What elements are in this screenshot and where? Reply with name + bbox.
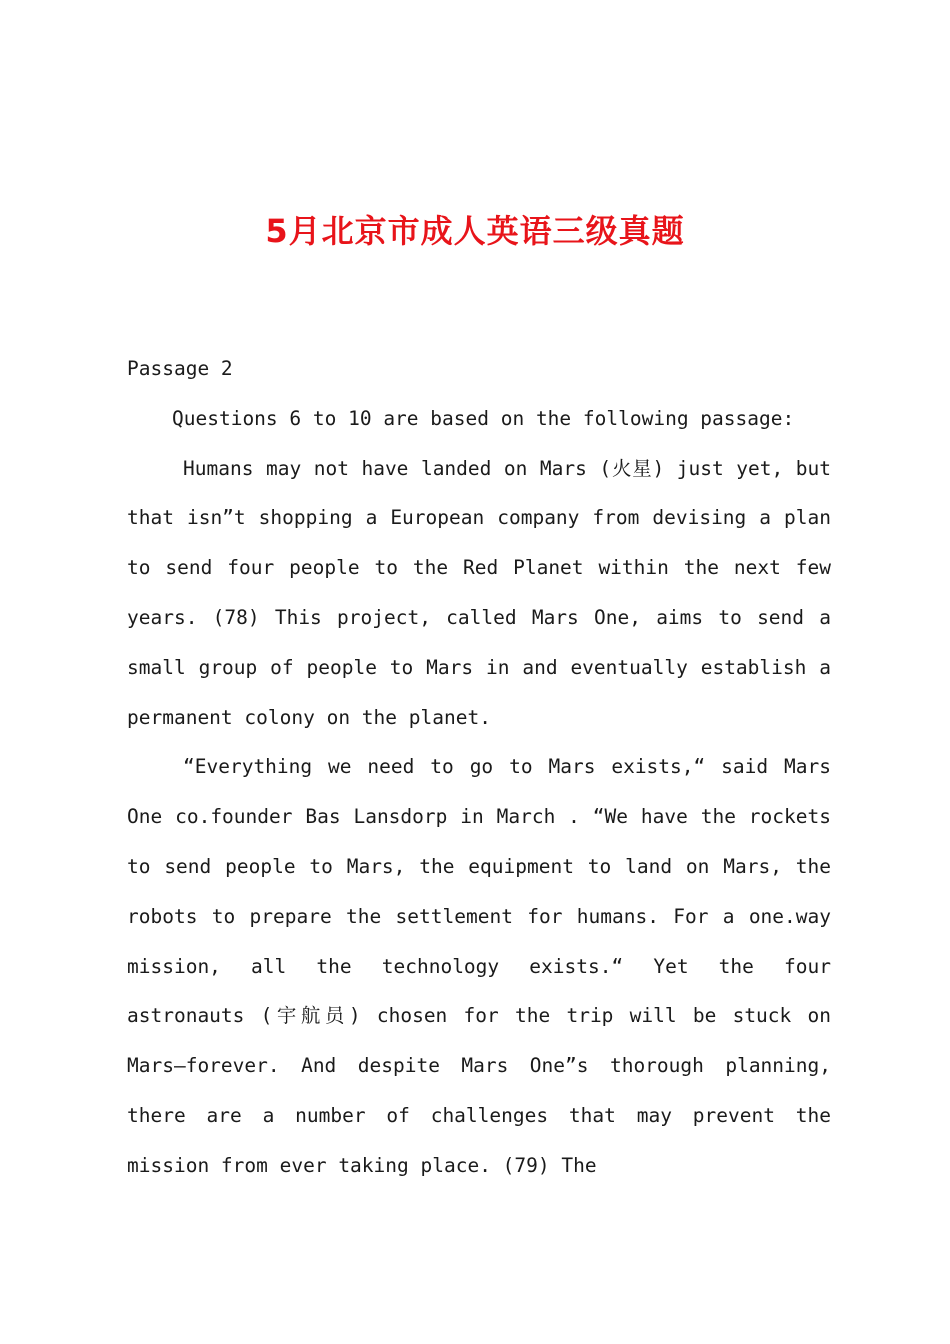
passage-label: Passage 2 bbox=[127, 357, 233, 380]
paragraph-2: “Everything we need to go to Mars exists,“ said Mars One co.founder Bas Lansdorp in March . “We have the rockets to send people to Mars, the equipment to land on Mars, the robots to prepare the settlement for humans. For a one.way mission, all the technology exists.“ Yet the four astronauts (宇航员) chosen for the trip will be stuck on Mars—forever. And despite Mars One”s thorough planning, there are a number of challenges that may prevent the mission from ever taking place. (79) The bbox=[127, 755, 831, 1177]
paragraph-1: Humans may not have landed on Mars (火星) just yet, but that isn”t shopping a European company from devising a plan to send four people to the Red Planet within the next few years. (78) This project, called Mars One, aims to send a small group of people to Mars in and eventually establish a permanent colony on the planet. bbox=[127, 456, 831, 729]
document-body bbox=[127, 344, 831, 1191]
page-title: 5月北京市成人英语三级真题 bbox=[265, 212, 685, 250]
passage-instruction: Questions 6 to 10 are based on the following passage: bbox=[172, 406, 795, 430]
